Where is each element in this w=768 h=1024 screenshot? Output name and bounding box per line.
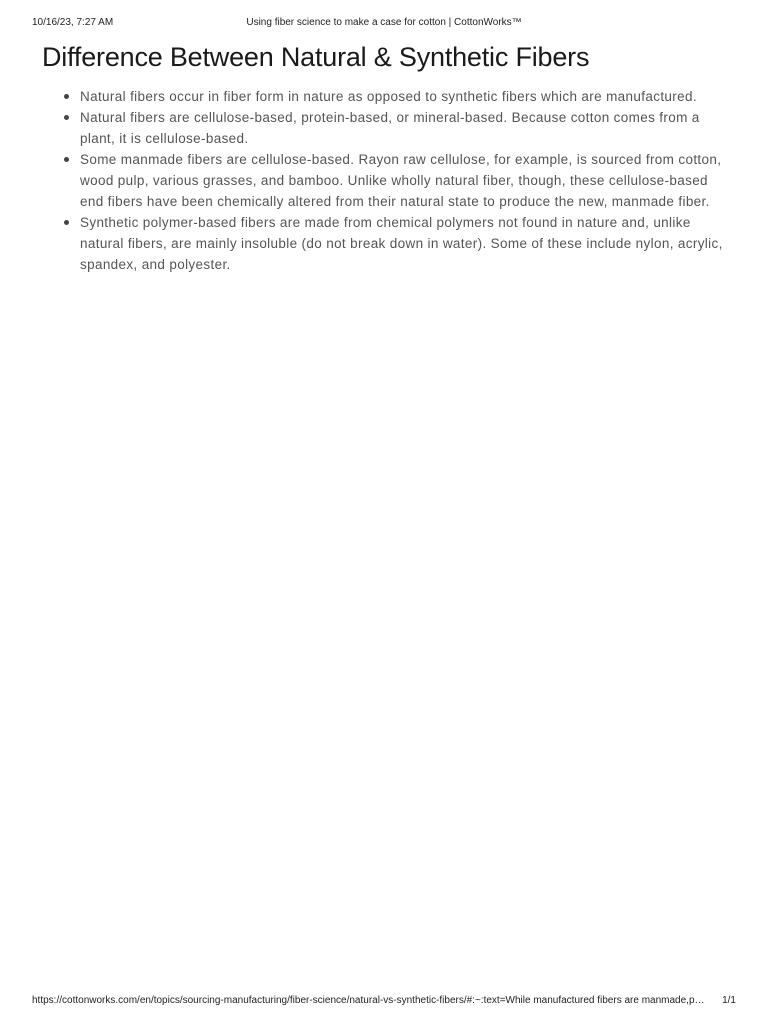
list-item-text: Synthetic polymer-based fibers are made from chemical polymers not found in nature and, unlike natural fibers, are mainly insoluble (do not break down in water). Some of these include nylon, acrylic, spandex, and polyester. — [80, 215, 723, 272]
print-footer — [32, 995, 736, 1009]
print-header — [32, 17, 736, 31]
bullet-icon — [64, 94, 69, 99]
list-item-text: Natural fibers are cellulose-based, protein-based, or mineral-based. Because cotton comes from a plant, it is cellulose-based. — [80, 110, 700, 146]
page-title: Difference Between Natural & Synthetic Fibers — [42, 42, 590, 72]
bullet-list — [62, 86, 730, 275]
print-url: https://cottonworks.com/en/topics/sourcing-manufacturing/fiber-science/natural-vs-synthetic-fibers/#:~:text=While manufactured fibers are manmade,p… — [32, 995, 705, 1006]
list-item — [62, 86, 730, 107]
print-page-number: 1/1 — [722, 995, 736, 1006]
print-date: 10/16/23, 7:27 AM — [32, 17, 114, 28]
print-page-title: Using fiber science to make a case for cotton | CottonWorks™ — [246, 17, 522, 28]
list-item — [62, 149, 730, 212]
bullet-icon — [64, 157, 69, 162]
list-item — [62, 107, 730, 149]
list-item-text: Natural fibers occur in fiber form in nature as opposed to synthetic fibers which are manufactured. — [80, 89, 697, 104]
list-item — [62, 212, 730, 275]
bullet-icon — [64, 220, 69, 225]
bullet-icon — [64, 115, 69, 120]
list-item-text: Some manmade fibers are cellulose-based. Rayon raw cellulose, for example, is sourced from cotton, wood pulp, various grasses, and bamboo. Unlike wholly natural fiber, though, these cellulose-based end fibers have been chemically altered from their natural state to produce the new, manmade fiber. — [80, 152, 722, 209]
